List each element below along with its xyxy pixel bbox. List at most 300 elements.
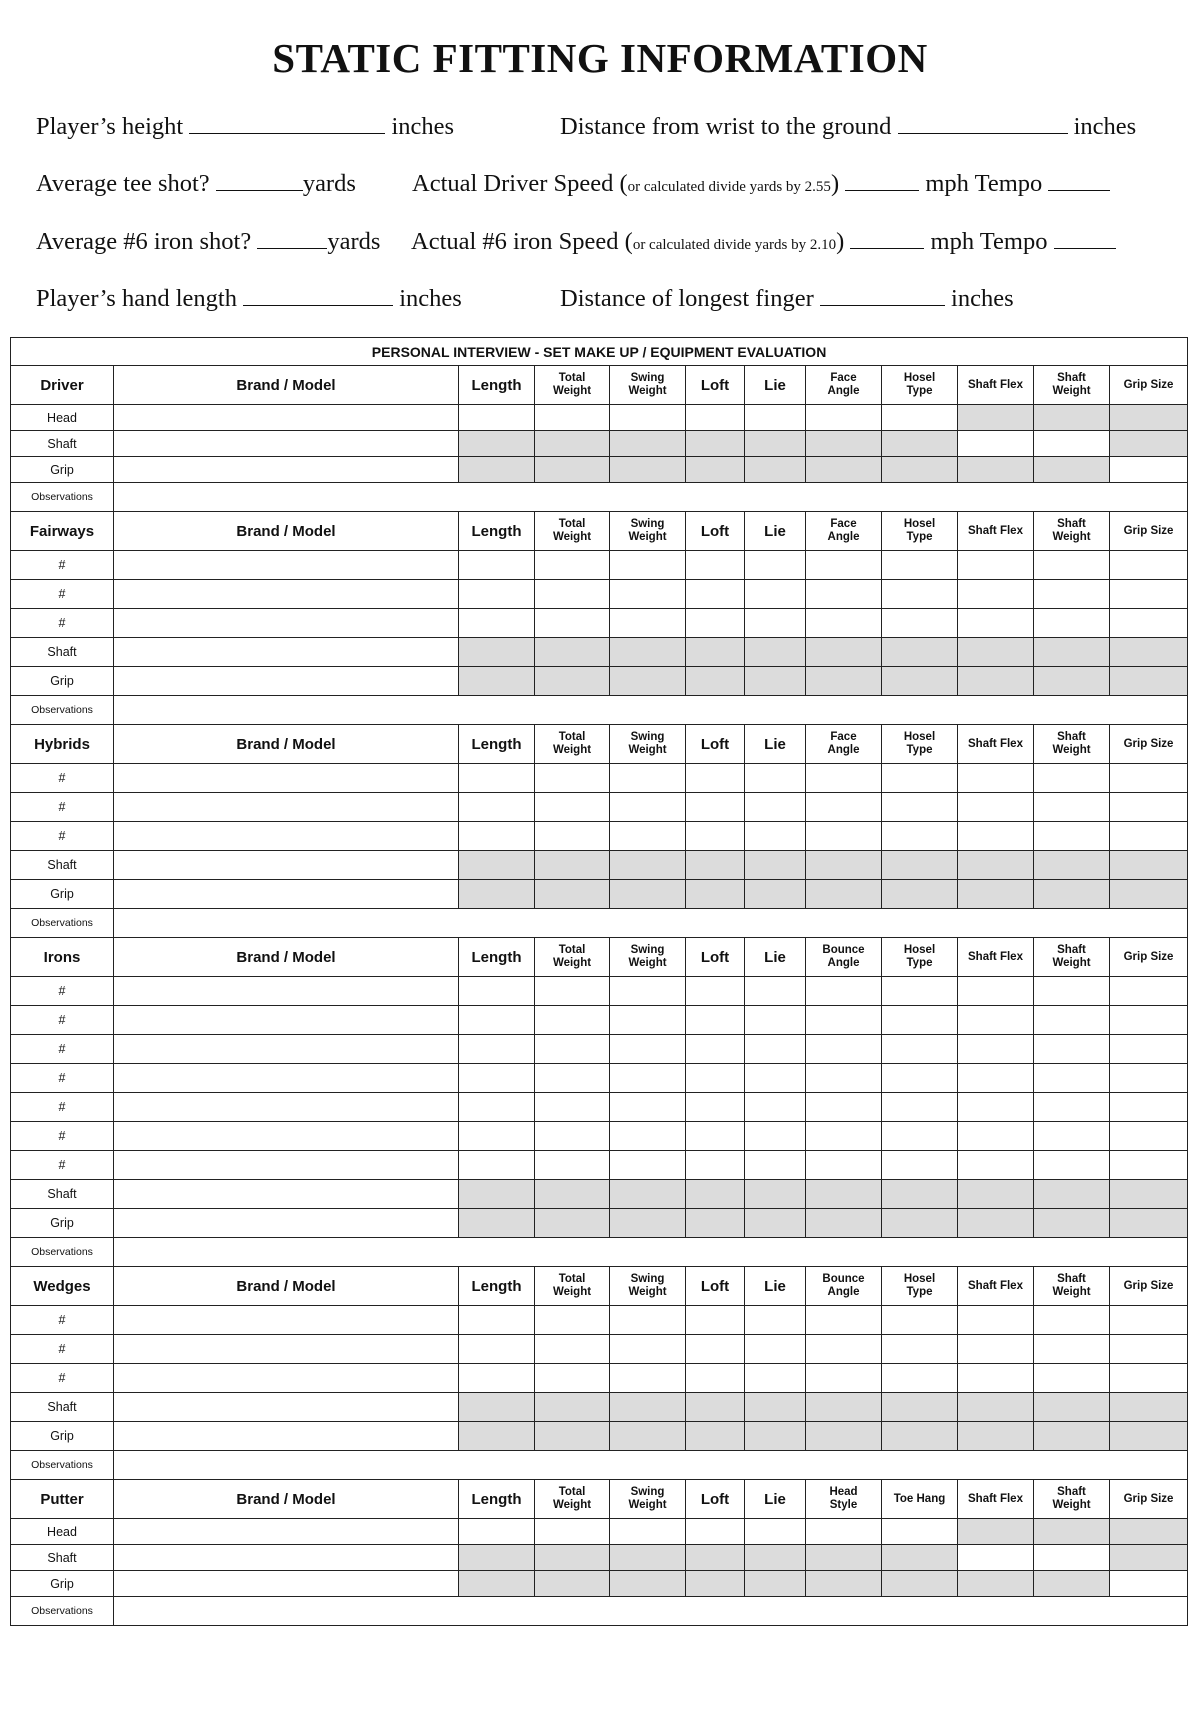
entry-cell[interactable] bbox=[610, 551, 686, 580]
table-row bbox=[11, 1064, 1188, 1093]
entry-cell[interactable] bbox=[686, 822, 745, 851]
entry-cell[interactable] bbox=[745, 1006, 806, 1035]
entry-cell[interactable] bbox=[610, 764, 686, 793]
entry-cell[interactable] bbox=[958, 431, 1034, 457]
entry-cell[interactable] bbox=[610, 1519, 686, 1545]
entry-cell[interactable] bbox=[535, 1519, 610, 1545]
entry-cell[interactable] bbox=[745, 405, 806, 431]
entry-cell[interactable] bbox=[686, 405, 745, 431]
table-row bbox=[11, 764, 1188, 793]
shaded-cell bbox=[882, 667, 958, 696]
table-row bbox=[11, 551, 1188, 580]
entry-cell[interactable] bbox=[806, 1035, 882, 1064]
entry-cell[interactable] bbox=[114, 1519, 459, 1545]
entry-cell[interactable] bbox=[1034, 1035, 1110, 1064]
entry-cell[interactable] bbox=[958, 1335, 1034, 1364]
entry-cell[interactable] bbox=[1110, 1335, 1188, 1364]
entry-cell[interactable] bbox=[610, 609, 686, 638]
hybrids-col-length: Length bbox=[459, 725, 535, 764]
table-row bbox=[11, 667, 1188, 696]
entry-cell[interactable] bbox=[610, 1151, 686, 1180]
entry-cell[interactable] bbox=[686, 580, 745, 609]
entry-cell[interactable] bbox=[459, 793, 535, 822]
entry-cell[interactable] bbox=[535, 1064, 610, 1093]
observations-label: Observations bbox=[11, 1238, 114, 1267]
height-field[interactable] bbox=[189, 111, 385, 134]
entry-cell[interactable] bbox=[459, 1335, 535, 1364]
entry-cell[interactable] bbox=[686, 609, 745, 638]
entry-cell[interactable] bbox=[1110, 1151, 1188, 1180]
putter-col-shaft-weight: Shaft Weight bbox=[1034, 1480, 1110, 1519]
shaded-cell bbox=[745, 851, 806, 880]
entry-cell[interactable] bbox=[958, 1545, 1034, 1571]
driver-observations-field[interactable] bbox=[114, 483, 1188, 512]
entry-cell[interactable] bbox=[958, 551, 1034, 580]
entry-cell[interactable] bbox=[686, 977, 745, 1006]
putter-col-lie: Lie bbox=[745, 1480, 806, 1519]
table-row bbox=[11, 1093, 1188, 1122]
entry-cell[interactable] bbox=[535, 1006, 610, 1035]
entry-cell[interactable] bbox=[610, 793, 686, 822]
entry-cell[interactable] bbox=[882, 1306, 958, 1335]
entry-cell[interactable] bbox=[535, 1335, 610, 1364]
entry-cell[interactable] bbox=[806, 1006, 882, 1035]
entry-cell[interactable] bbox=[958, 580, 1034, 609]
shaded-cell bbox=[745, 667, 806, 696]
entry-cell[interactable] bbox=[882, 1151, 958, 1180]
shaded-cell bbox=[1110, 1545, 1188, 1571]
entry-cell[interactable] bbox=[114, 1545, 459, 1571]
entry-cell[interactable] bbox=[535, 764, 610, 793]
entry-cell[interactable] bbox=[882, 1035, 958, 1064]
wedges-row-label: # bbox=[11, 1306, 114, 1335]
entry-cell[interactable] bbox=[806, 822, 882, 851]
entry-cell[interactable] bbox=[114, 1035, 459, 1064]
iron-speed-field[interactable] bbox=[850, 226, 924, 249]
entry-cell[interactable] bbox=[745, 764, 806, 793]
entry-cell[interactable] bbox=[114, 822, 459, 851]
entry-cell[interactable] bbox=[745, 580, 806, 609]
putter-observations-field[interactable] bbox=[114, 1597, 1188, 1626]
hybrids-header-row bbox=[11, 725, 1188, 764]
entry-cell[interactable] bbox=[114, 1306, 459, 1335]
fairways-observations-field[interactable] bbox=[114, 696, 1188, 725]
entry-cell[interactable] bbox=[882, 822, 958, 851]
putter-col-loft: Loft bbox=[686, 1480, 745, 1519]
entry-cell[interactable] bbox=[806, 1306, 882, 1335]
entry-cell[interactable] bbox=[610, 1006, 686, 1035]
entry-cell[interactable] bbox=[459, 977, 535, 1006]
entry-cell[interactable] bbox=[1034, 793, 1110, 822]
entry-cell[interactable] bbox=[806, 1122, 882, 1151]
entry-cell[interactable] bbox=[882, 1335, 958, 1364]
finger-field[interactable] bbox=[820, 283, 945, 306]
entry-cell[interactable] bbox=[686, 1151, 745, 1180]
entry-cell[interactable] bbox=[958, 609, 1034, 638]
entry-cell[interactable] bbox=[882, 405, 958, 431]
shaded-cell bbox=[686, 431, 745, 457]
entry-cell[interactable] bbox=[114, 1180, 459, 1209]
entry-cell[interactable] bbox=[610, 1093, 686, 1122]
shaded-cell bbox=[806, 457, 882, 483]
entry-cell[interactable] bbox=[459, 1064, 535, 1093]
entry-cell[interactable] bbox=[1034, 1364, 1110, 1393]
entry-cell[interactable] bbox=[1110, 977, 1188, 1006]
entry-cell[interactable] bbox=[745, 551, 806, 580]
wrist-line bbox=[560, 111, 1136, 142]
entry-cell[interactable] bbox=[114, 1064, 459, 1093]
entry-cell[interactable] bbox=[114, 1364, 459, 1393]
entry-cell[interactable] bbox=[114, 880, 459, 909]
wedges-observations-field[interactable] bbox=[114, 1451, 1188, 1480]
fairways-col-grip-size: Grip Size bbox=[1110, 512, 1188, 551]
driver-tempo-label: Tempo bbox=[974, 170, 1043, 197]
entry-cell[interactable] bbox=[610, 580, 686, 609]
entry-cell[interactable] bbox=[1034, 822, 1110, 851]
irons-col-loft: Loft bbox=[686, 938, 745, 977]
entry-cell[interactable] bbox=[882, 580, 958, 609]
driver-col-length: Length bbox=[459, 366, 535, 405]
entry-cell[interactable] bbox=[958, 977, 1034, 1006]
entry-cell[interactable] bbox=[686, 764, 745, 793]
entry-cell[interactable] bbox=[114, 1209, 459, 1238]
entry-cell[interactable] bbox=[610, 1035, 686, 1064]
observations-label: Observations bbox=[11, 696, 114, 725]
entry-cell[interactable] bbox=[1034, 1545, 1110, 1571]
shaded-cell bbox=[745, 638, 806, 667]
entry-cell[interactable] bbox=[958, 1306, 1034, 1335]
entry-cell[interactable] bbox=[114, 1571, 459, 1597]
entry-cell[interactable] bbox=[459, 1035, 535, 1064]
fairways-row-label: Shaft bbox=[11, 638, 114, 667]
entry-cell[interactable] bbox=[1110, 1006, 1188, 1035]
entry-cell[interactable] bbox=[114, 1335, 459, 1364]
shaded-cell bbox=[958, 851, 1034, 880]
entry-cell[interactable] bbox=[535, 822, 610, 851]
driver-col-total-weight: Total Weight bbox=[535, 366, 610, 405]
entry-cell[interactable] bbox=[806, 1093, 882, 1122]
entry-cell[interactable] bbox=[610, 405, 686, 431]
entry-cell[interactable] bbox=[806, 1064, 882, 1093]
entry-cell[interactable] bbox=[958, 1006, 1034, 1035]
height-unit: inches bbox=[391, 113, 455, 140]
entry-cell[interactable] bbox=[114, 1422, 459, 1451]
driver-speed-field[interactable] bbox=[845, 168, 919, 191]
driver-tempo-field[interactable] bbox=[1048, 168, 1110, 191]
entry-cell[interactable] bbox=[535, 1364, 610, 1393]
shaded-cell bbox=[1110, 1209, 1188, 1238]
tee-shot-unit: yards bbox=[302, 170, 356, 197]
entry-cell[interactable] bbox=[686, 1519, 745, 1545]
putter-header-row bbox=[11, 1480, 1188, 1519]
entry-cell[interactable] bbox=[114, 977, 459, 1006]
entry-cell[interactable] bbox=[114, 1151, 459, 1180]
entry-cell[interactable] bbox=[1110, 1306, 1188, 1335]
entry-cell[interactable] bbox=[114, 551, 459, 580]
entry-cell[interactable] bbox=[686, 1035, 745, 1064]
entry-cell[interactable] bbox=[686, 551, 745, 580]
entry-cell[interactable] bbox=[1110, 1093, 1188, 1122]
entry-cell[interactable] bbox=[1034, 1122, 1110, 1151]
entry-cell[interactable] bbox=[1034, 431, 1110, 457]
entry-cell[interactable] bbox=[745, 609, 806, 638]
entry-cell[interactable] bbox=[535, 580, 610, 609]
entry-cell[interactable] bbox=[459, 822, 535, 851]
entry-cell[interactable] bbox=[114, 851, 459, 880]
entry-cell[interactable] bbox=[459, 551, 535, 580]
entry-cell[interactable] bbox=[882, 1364, 958, 1393]
entry-cell[interactable] bbox=[882, 977, 958, 1006]
entry-cell[interactable] bbox=[958, 1093, 1034, 1122]
entry-cell[interactable] bbox=[806, 1519, 882, 1545]
entry-cell[interactable] bbox=[806, 764, 882, 793]
driver-col-shaft-weight: Shaft Weight bbox=[1034, 366, 1110, 405]
entry-cell[interactable] bbox=[745, 793, 806, 822]
entry-cell[interactable] bbox=[535, 1093, 610, 1122]
shaded-cell bbox=[958, 1393, 1034, 1422]
entry-cell[interactable] bbox=[535, 1151, 610, 1180]
wedges-col-brand-model: Brand / Model bbox=[114, 1267, 459, 1306]
entry-cell[interactable] bbox=[958, 764, 1034, 793]
entry-cell[interactable] bbox=[1110, 1122, 1188, 1151]
entry-cell[interactable] bbox=[686, 1306, 745, 1335]
shaded-cell bbox=[686, 1180, 745, 1209]
entry-cell[interactable] bbox=[610, 1335, 686, 1364]
entry-cell[interactable] bbox=[686, 1006, 745, 1035]
entry-cell[interactable] bbox=[686, 1122, 745, 1151]
entry-cell[interactable] bbox=[745, 822, 806, 851]
entry-cell[interactable] bbox=[535, 1306, 610, 1335]
entry-cell[interactable] bbox=[958, 822, 1034, 851]
entry-cell[interactable] bbox=[459, 1364, 535, 1393]
entry-cell[interactable] bbox=[806, 551, 882, 580]
irons-row-label: # bbox=[11, 1064, 114, 1093]
entry-cell[interactable] bbox=[459, 1519, 535, 1545]
entry-cell[interactable] bbox=[1034, 977, 1110, 1006]
fairways-col-total-weight: Total Weight bbox=[535, 512, 610, 551]
shaded-cell bbox=[882, 1209, 958, 1238]
driver-speed-note: or calculated divide yards by 2.55 bbox=[627, 179, 831, 195]
entry-cell[interactable] bbox=[1110, 1064, 1188, 1093]
entry-cell[interactable] bbox=[610, 1064, 686, 1093]
entry-cell[interactable] bbox=[1110, 1035, 1188, 1064]
entry-cell[interactable] bbox=[745, 1093, 806, 1122]
hand-length-field[interactable] bbox=[243, 283, 393, 306]
entry-cell[interactable] bbox=[882, 1122, 958, 1151]
entry-cell[interactable] bbox=[882, 793, 958, 822]
entry-cell[interactable] bbox=[958, 1035, 1034, 1064]
irons-row-label: # bbox=[11, 977, 114, 1006]
entry-cell[interactable] bbox=[745, 1122, 806, 1151]
entry-cell[interactable] bbox=[686, 1064, 745, 1093]
entry-cell[interactable] bbox=[686, 1093, 745, 1122]
entry-cell[interactable] bbox=[1034, 580, 1110, 609]
entry-cell[interactable] bbox=[610, 1306, 686, 1335]
entry-cell[interactable] bbox=[1034, 1006, 1110, 1035]
iron-tempo-label: Tempo bbox=[979, 228, 1048, 255]
entry-cell[interactable] bbox=[745, 1064, 806, 1093]
shaded-cell bbox=[1034, 1393, 1110, 1422]
entry-cell[interactable] bbox=[114, 405, 459, 431]
wrist-field[interactable] bbox=[898, 111, 1068, 134]
irons-observations-field[interactable] bbox=[114, 1238, 1188, 1267]
entry-cell[interactable] bbox=[610, 977, 686, 1006]
shaded-cell bbox=[459, 457, 535, 483]
entry-cell[interactable] bbox=[114, 1006, 459, 1035]
entry-cell[interactable] bbox=[459, 1151, 535, 1180]
entry-cell[interactable] bbox=[1034, 1306, 1110, 1335]
entry-cell[interactable] bbox=[1110, 764, 1188, 793]
irons-col-grip-size: Grip Size bbox=[1110, 938, 1188, 977]
entry-cell[interactable] bbox=[745, 1519, 806, 1545]
shaded-cell bbox=[535, 457, 610, 483]
putter-col-head-style: Head Style bbox=[806, 1480, 882, 1519]
entry-cell[interactable] bbox=[686, 1335, 745, 1364]
entry-cell[interactable] bbox=[1034, 1151, 1110, 1180]
entry-cell[interactable] bbox=[806, 977, 882, 1006]
entry-cell[interactable] bbox=[114, 764, 459, 793]
entry-cell[interactable] bbox=[535, 609, 610, 638]
entry-cell[interactable] bbox=[459, 405, 535, 431]
irons-row-label: # bbox=[11, 1122, 114, 1151]
irons-header-row bbox=[11, 938, 1188, 977]
entry-cell[interactable] bbox=[745, 1035, 806, 1064]
entry-cell[interactable] bbox=[1110, 793, 1188, 822]
entry-cell[interactable] bbox=[459, 1306, 535, 1335]
entry-cell[interactable] bbox=[806, 1364, 882, 1393]
fairways-row-label: # bbox=[11, 551, 114, 580]
entry-cell[interactable] bbox=[958, 1364, 1034, 1393]
shaded-cell bbox=[459, 1393, 535, 1422]
entry-cell[interactable] bbox=[1034, 551, 1110, 580]
entry-cell[interactable] bbox=[535, 405, 610, 431]
entry-cell[interactable] bbox=[745, 1151, 806, 1180]
table-row bbox=[11, 638, 1188, 667]
entry-cell[interactable] bbox=[459, 1006, 535, 1035]
hybrids-row-label: Shaft bbox=[11, 851, 114, 880]
tee-shot-field[interactable] bbox=[216, 168, 303, 191]
entry-cell[interactable] bbox=[745, 977, 806, 1006]
entry-cell[interactable] bbox=[958, 793, 1034, 822]
entry-cell[interactable] bbox=[1110, 822, 1188, 851]
entry-cell[interactable] bbox=[114, 793, 459, 822]
entry-cell[interactable] bbox=[114, 580, 459, 609]
entry-cell[interactable] bbox=[114, 1393, 459, 1422]
shaded-cell bbox=[610, 1209, 686, 1238]
entry-cell[interactable] bbox=[459, 609, 535, 638]
entry-cell[interactable] bbox=[958, 1151, 1034, 1180]
entry-cell[interactable] bbox=[114, 609, 459, 638]
entry-cell[interactable] bbox=[535, 977, 610, 1006]
wedges-col-shaft-flex: Shaft Flex bbox=[958, 1267, 1034, 1306]
entry-cell[interactable] bbox=[882, 551, 958, 580]
entry-cell[interactable] bbox=[535, 551, 610, 580]
shaded-cell bbox=[745, 1545, 806, 1571]
entry-cell[interactable] bbox=[1110, 580, 1188, 609]
wedges-row-label: Shaft bbox=[11, 1393, 114, 1422]
entry-cell[interactable] bbox=[882, 764, 958, 793]
entry-cell[interactable] bbox=[610, 822, 686, 851]
entry-cell[interactable] bbox=[114, 667, 459, 696]
entry-cell[interactable] bbox=[535, 793, 610, 822]
table-row bbox=[11, 977, 1188, 1006]
entry-cell[interactable] bbox=[745, 1306, 806, 1335]
entry-cell[interactable] bbox=[535, 1035, 610, 1064]
entry-cell[interactable] bbox=[686, 793, 745, 822]
entry-cell[interactable] bbox=[535, 1122, 610, 1151]
entry-cell[interactable] bbox=[1034, 609, 1110, 638]
iron-shot-field[interactable] bbox=[257, 226, 327, 249]
entry-cell[interactable] bbox=[459, 580, 535, 609]
entry-cell[interactable] bbox=[114, 1093, 459, 1122]
entry-cell[interactable] bbox=[1110, 609, 1188, 638]
entry-cell[interactable] bbox=[1110, 551, 1188, 580]
entry-cell[interactable] bbox=[114, 431, 459, 457]
shaded-cell bbox=[610, 457, 686, 483]
entry-cell[interactable] bbox=[1034, 1093, 1110, 1122]
shaded-cell bbox=[745, 880, 806, 909]
iron-tempo-field[interactable] bbox=[1054, 226, 1116, 249]
hybrids-observations-field[interactable] bbox=[114, 909, 1188, 938]
entry-cell[interactable] bbox=[1110, 1364, 1188, 1393]
entry-cell[interactable] bbox=[745, 1335, 806, 1364]
shaded-cell bbox=[958, 1422, 1034, 1451]
shaded-cell bbox=[806, 1209, 882, 1238]
shaded-cell bbox=[535, 1180, 610, 1209]
wedges-col-hosel-type: Hosel Type bbox=[882, 1267, 958, 1306]
entry-cell[interactable] bbox=[686, 1364, 745, 1393]
driver-speed-line bbox=[412, 168, 1110, 202]
shaded-cell bbox=[459, 1545, 535, 1571]
entry-cell[interactable] bbox=[806, 609, 882, 638]
height-line bbox=[36, 111, 454, 142]
entry-cell[interactable] bbox=[114, 638, 459, 667]
entry-cell[interactable] bbox=[806, 1335, 882, 1364]
entry-cell[interactable] bbox=[1110, 1571, 1188, 1597]
entry-cell[interactable] bbox=[882, 1519, 958, 1545]
entry-cell[interactable] bbox=[882, 1093, 958, 1122]
entry-cell[interactable] bbox=[806, 405, 882, 431]
entry-cell[interactable] bbox=[806, 580, 882, 609]
entry-cell[interactable] bbox=[610, 1122, 686, 1151]
entry-cell[interactable] bbox=[882, 609, 958, 638]
entry-cell[interactable] bbox=[114, 457, 459, 483]
entry-cell[interactable] bbox=[806, 793, 882, 822]
entry-cell[interactable] bbox=[958, 1122, 1034, 1151]
entry-cell[interactable] bbox=[459, 1122, 535, 1151]
entry-cell[interactable] bbox=[882, 1006, 958, 1035]
iron-speed-label: Actual #6 iron Speed ( bbox=[411, 228, 633, 255]
entry-cell[interactable] bbox=[610, 1364, 686, 1393]
fairways-col-shaft-flex: Shaft Flex bbox=[958, 512, 1034, 551]
entry-cell[interactable] bbox=[459, 764, 535, 793]
entry-cell[interactable] bbox=[958, 1064, 1034, 1093]
shaded-cell bbox=[686, 880, 745, 909]
entry-cell[interactable] bbox=[882, 1064, 958, 1093]
entry-cell[interactable] bbox=[114, 1122, 459, 1151]
entry-cell[interactable] bbox=[745, 1364, 806, 1393]
shaded-cell bbox=[535, 1393, 610, 1422]
shaded-cell bbox=[882, 880, 958, 909]
entry-cell[interactable] bbox=[1034, 1335, 1110, 1364]
shaded-cell bbox=[459, 667, 535, 696]
entry-cell[interactable] bbox=[1034, 764, 1110, 793]
entry-cell[interactable] bbox=[806, 1151, 882, 1180]
entry-cell[interactable] bbox=[459, 1093, 535, 1122]
entry-cell[interactable] bbox=[1110, 457, 1188, 483]
observations-label: Observations bbox=[11, 1597, 114, 1626]
entry-cell[interactable] bbox=[1034, 1064, 1110, 1093]
